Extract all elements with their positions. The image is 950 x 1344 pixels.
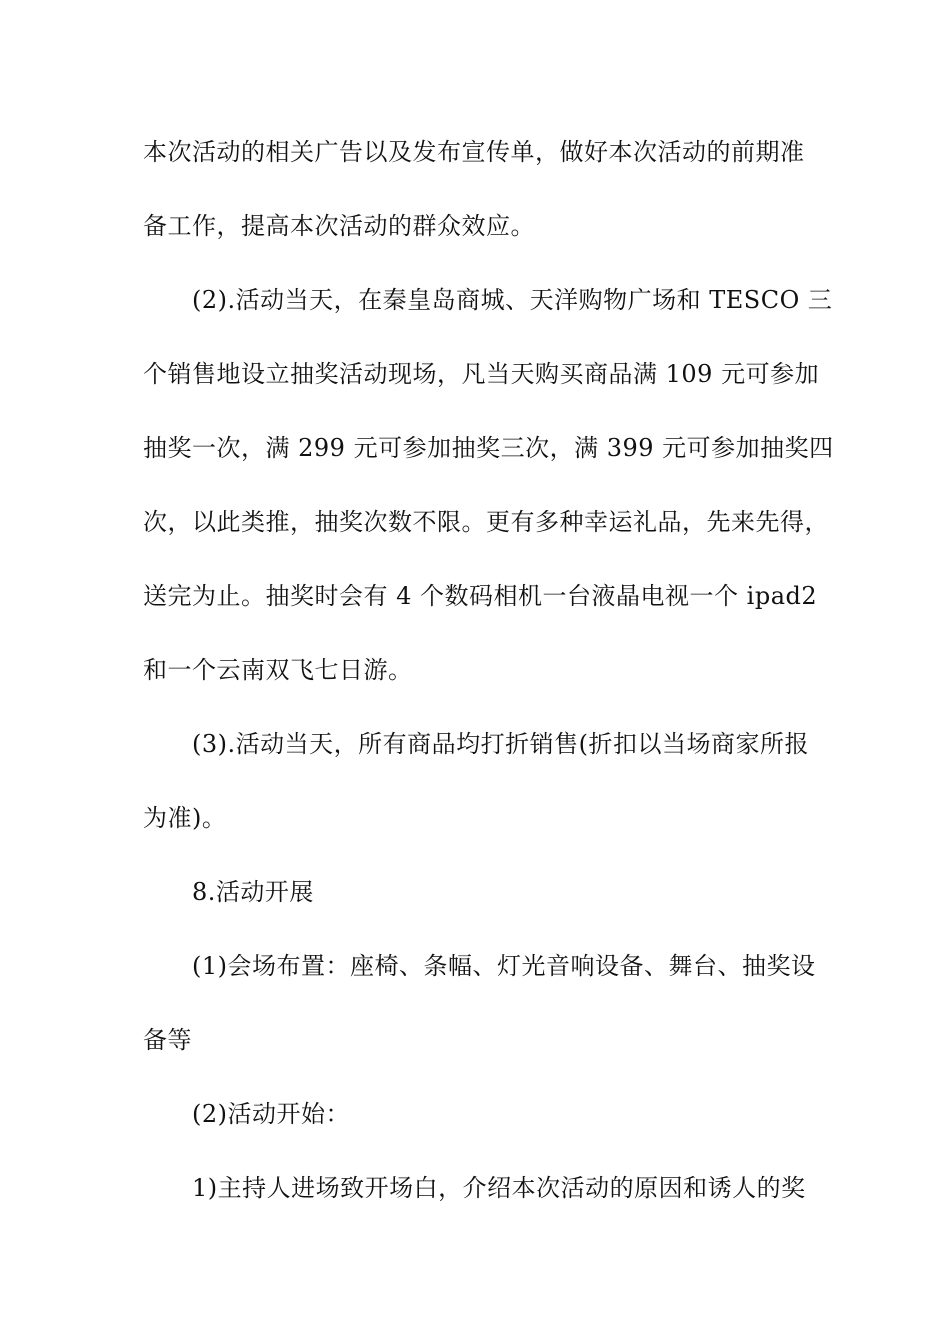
paragraph-line: (2)活动开始： [192, 1100, 350, 1128]
paragraph-line: 次，以此类推，抽奖次数不限。更有多种幸运礼品，先来先得， [143, 508, 829, 536]
paragraph-line: 个销售地设立抽奖活动现场，凡当天购买商品满 109 元可参加 [143, 360, 820, 388]
paragraph-line: 备等 [143, 1026, 192, 1054]
paragraph-line: 备工作，提高本次活动的群众效应。 [143, 212, 535, 240]
paragraph-line: (3).活动当天，所有商品均打折销售(折扣以当场商家所报 [192, 730, 809, 758]
section-heading: 8.活动开展 [192, 878, 314, 906]
paragraph-line: 为准)。 [143, 804, 227, 832]
paragraph-line: 送完为止。抽奖时会有 4 个数码相机一台液晶电视一个 ipad2 [143, 582, 818, 610]
paragraph-line: (2).活动当天，在秦皇岛商城、天洋购物广场和 TESCO 三 [192, 286, 833, 314]
paragraph-line: 抽奖一次，满 299 元可参加抽奖三次，满 399 元可参加抽奖四 [143, 434, 834, 462]
paragraph-line: 和一个云南双飞七日游。 [143, 656, 413, 684]
paragraph-line: (1)会场布置：座椅、条幅、灯光音响设备、舞台、抽奖设 [192, 952, 816, 980]
paragraph-line: 1)主持人进场致开场白，介绍本次活动的原因和诱人的奖 [192, 1174, 806, 1202]
paragraph-line: 本次活动的相关广告以及发布宣传单，做好本次活动的前期准 [143, 138, 805, 166]
